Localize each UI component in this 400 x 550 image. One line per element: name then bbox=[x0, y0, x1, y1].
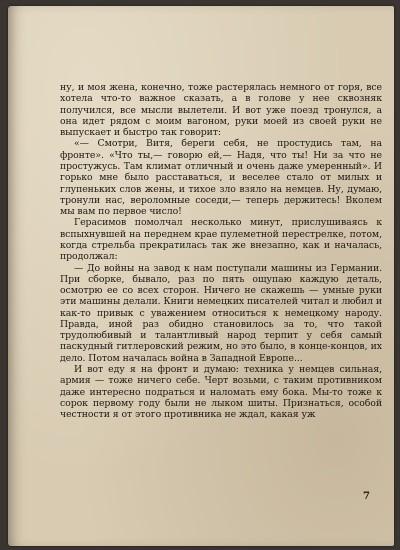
body-text bbox=[60, 82, 382, 420]
paragraph-1: ну, и моя жена, конечно, тоже растерялась немного от горя, все хотела что-то важное сказать, а в голове у нее сквозняк получился, все мысли вылетели. И вот уже поезд тронулся, а она идет рядом с моим вагоном, руки моей из своей руки не выпускает и быстро так говорит: bbox=[60, 82, 382, 139]
paragraph-3: Герасимов помолчал несколько минут, прислушиваясь к вспыхнувшей на переднем крае пулеметной перестрелке, потом, когда стрельба прекратилась так же внезапно, как и началась, продолжал: bbox=[60, 217, 382, 263]
paragraph-5: И вот еду я на фронт и думаю: техника у немцев сильная, армия — тоже ничего себе. Черт возьми, с таким противником даже интересно подраться и наломать ему бока. Мы-то тоже к сорок первому году были не лыком шиты. Признаться, особой честности я от этого противника не ждал, какая уж bbox=[60, 364, 382, 421]
paragraph-4: — До войны на завод к нам поступали машины из Германии. При сборке, бывало, раз по пять ощупаю каждую деталь, осмотрю ее со всех сторон. Ничего не скажешь — умные руки эти машины делали. Книги немецких писателей читал и любил и как-то привык с уважением относиться к немецкому народу. Правда, иной раз обидно становилось за то, что такой трудолюбивый и талантливый народ терпит у себя самый паскудный гитлеровский режим, но это было, в конце-концов, их дело. Потом началась война в Западной Европе... bbox=[60, 262, 382, 364]
paragraph-2: «— Смотри, Витя, береги себя, не простудись там, на фронте». «Что ты,— говорю ей,— Надя, что ты! Ни за что не простужусь. Там климат отличный и очень даже умеренный». И горько мне было расставаться, и веселее стало от милых и глупеньких слов жены, и тихое зло взяло на немцев. Ну, думаю, тронули нас, вероломные соседи,— теперь держитесь! Вколем мы вам по первое число! bbox=[60, 138, 382, 218]
page-number: 7 bbox=[363, 491, 370, 502]
book-page bbox=[8, 6, 394, 546]
